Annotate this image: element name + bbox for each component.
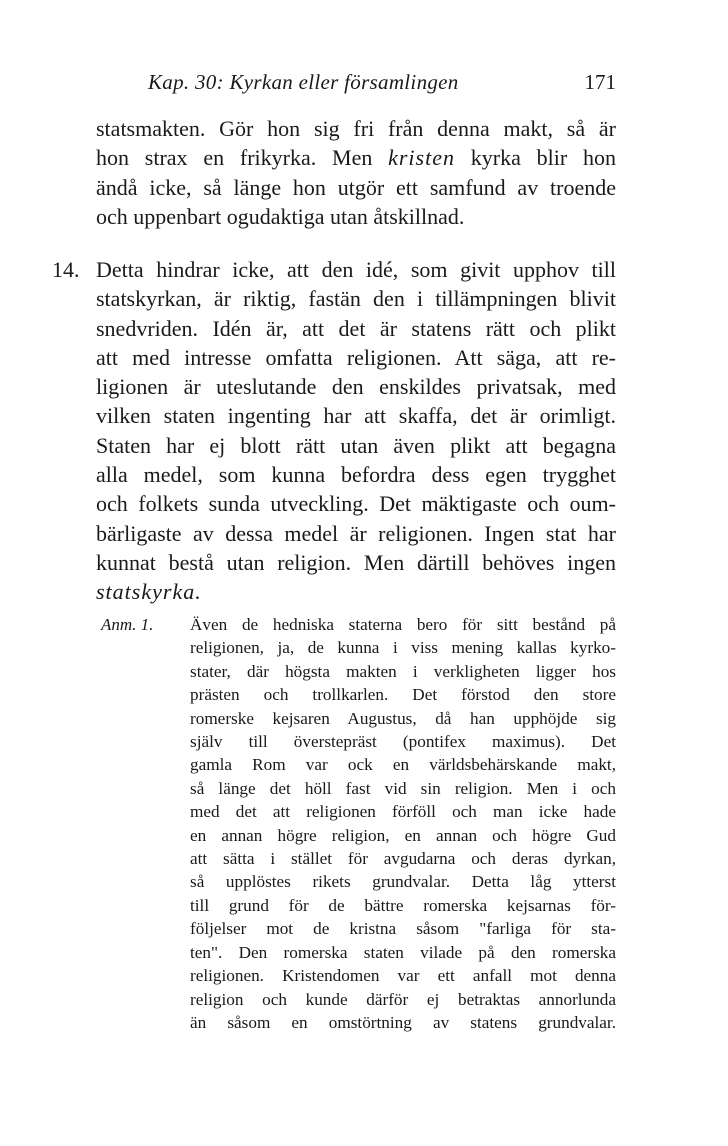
note-line: så länge det höll fast vid sin religion. Men i och xyxy=(190,778,616,798)
note-line: så upplöstes rikets grundvalar. Detta låg ytterst xyxy=(190,872,616,892)
note-line: religion och kunde därför ej betraktas annorlunda xyxy=(190,989,616,1009)
note-line: med det att religionen förföll och man icke hade xyxy=(190,802,616,822)
running-title: Kap. 30: Kyrkan eller församlingen xyxy=(148,70,459,94)
text-line: hon strax en frikyrka. Men kristen kyrka blir hon xyxy=(96,145,616,171)
note-line: Även de hedniska staterna bero för sitt bestånd på xyxy=(190,615,616,634)
emphasis-statskyrka: statskyrka. xyxy=(96,579,202,605)
paragraph-1 xyxy=(96,114,616,231)
page-number: 171 xyxy=(584,70,616,94)
note-line: stater, där högsta makten i verkligheten ligger hos xyxy=(190,661,616,681)
text-line: och folkets sunda utveckling. Det mäktigaste och oum- xyxy=(96,491,616,517)
text-line: och uppenbart ogudaktiga utan åtskillnad. xyxy=(96,203,465,229)
note-line: en annan högre religion, en annan och högre Gud xyxy=(190,825,616,845)
note-line: prästen och trollkarlen. Det förstod den store xyxy=(190,685,616,705)
paragraph-2 xyxy=(96,255,616,607)
note-line: religionen. Kristendomen var ett anfall mot denna xyxy=(190,966,616,986)
text-line: alla medel, som kunna befordra dess egen trygghet xyxy=(96,462,616,488)
text-line: statsmakten. Gör hon sig fri från denna makt, så är xyxy=(96,116,616,141)
text-line: snedvriden. Idén är, att det är statens rätt och plikt xyxy=(96,315,616,341)
text-line: kunnat bestå utan religion. Men därtill behöves ingen xyxy=(96,549,616,575)
text-line: att med intresse omfatta religionen. Att säga, att re- xyxy=(96,344,616,370)
paragraph-number: 14. xyxy=(52,257,80,282)
note-line: själv till överstepräst (pontifex maximus). Det xyxy=(190,732,616,752)
note-line: till grund för de bättre romerska kejsarnas för- xyxy=(190,895,616,915)
text-line: ligionen är uteslutande den enskildes privatsak, med xyxy=(96,374,616,400)
page-header xyxy=(96,70,616,102)
note-line: romerske kejsaren Augustus, då han upphöjde sig xyxy=(190,708,616,728)
note-line: att sätta i stället för avgudarna och deras dyrkan, xyxy=(190,849,616,869)
note-line: religionen, ja, de kunna i viss mening kallas kyrko- xyxy=(190,638,616,658)
note-line: än såsom en omstörtning av statens grundvalar. xyxy=(190,1012,616,1032)
emphasis-kristen: kristen xyxy=(388,145,455,171)
text-line: Detta hindrar icke, att den idé, som givit upphov till xyxy=(96,257,616,282)
note-text xyxy=(190,613,616,1034)
text-line: vilken staten ingenting har att skaffa, det är orimligt. xyxy=(96,403,616,429)
note-line: följelser mot de kristna såsom "farliga för sta- xyxy=(190,919,616,939)
note-label: Anm. 1. xyxy=(101,615,154,634)
note-line: gamla Rom var ock en världsbehärskande makt, xyxy=(190,755,616,775)
text-line: Staten har ej blott rätt utan även plikt att begagna xyxy=(96,432,616,458)
text-line: ändå icke, så länge hon utgör ett samfund av troende xyxy=(96,174,616,200)
text-line: bärligaste av dessa medel är religionen. Ingen stat har xyxy=(96,520,616,546)
note-line: ten". Den romerska staten vilade på den romerska xyxy=(190,942,616,962)
text-line xyxy=(96,577,616,606)
text-line: statskyrkan, är riktig, fastän den i tillämpningen blivit xyxy=(96,286,616,312)
